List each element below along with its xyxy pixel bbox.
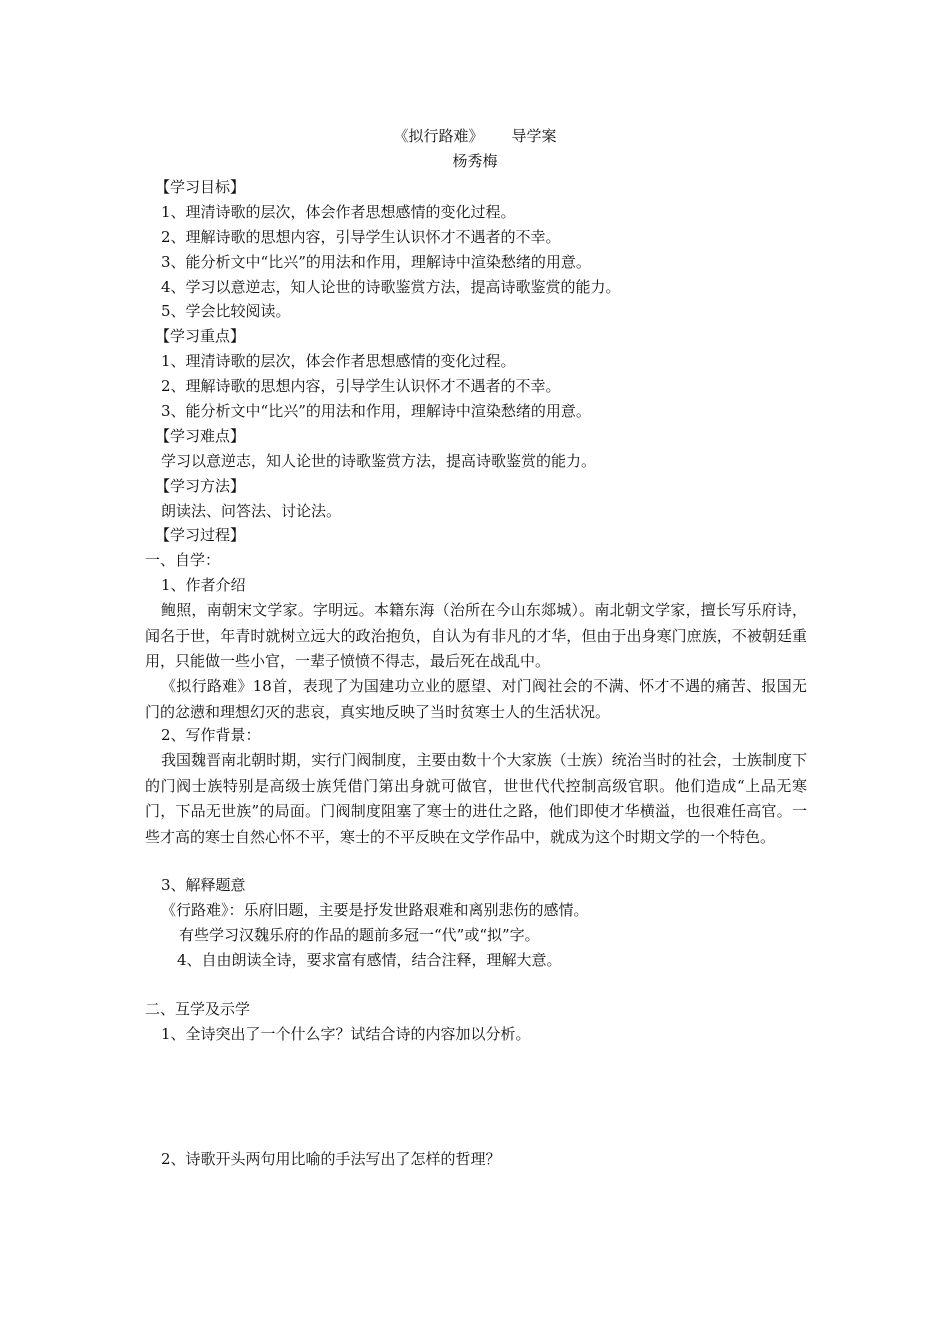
- section-self-study: 一、自学：: [145, 551, 221, 569]
- works-paragraph: 《拟行路难》18首，表现了为国建功立业的愿望、对门阀社会的不满、怀才不遇的痛苦、报国无门的忿懑和理想幻灭的悲哀，真实地反映了当时贫寒士人的生活状况。: [145, 677, 807, 721]
- focus-item: 1、理清诗歌的层次，体会作者思想感情的变化过程。: [161, 352, 516, 370]
- title-main: 《拟行路难》: [393, 127, 484, 145]
- focus-item: 2、理解诗歌的思想内容，引导学生认识怀才不遇者的不幸。: [161, 377, 561, 395]
- background-paragraph: 我国魏晋南北朝时期，实行门阀制度，主要由数十个大家族（士族）统治当时的社会，士族制度下的门阀士族特别是高级士族凭借门第出身就可做官，世世代代控制高级官职。他们造成“上品无寒门，下品无世族”的局面。门阀制度阻塞了寒士的进仕之路，他们即使才华横溢，也很难任高官。一些才高的寒士自然心怀不平，寒士的不平反映在文学作品中，就成为这个时期文学的一个特色。: [145, 751, 807, 846]
- title-prefix-text: 有些学习汉魏乐府的作品的题前多冠一“代”或“拟”字。: [179, 926, 540, 944]
- author-name: 杨秀梅: [452, 152, 498, 170]
- goals-heading: 【学习目标】: [155, 178, 246, 196]
- goal-item: 4、学习以意逆志，知人论世的诗歌鉴赏方法，提高诗歌鉴赏的能力。: [161, 278, 621, 296]
- difficulty-text: 学习以意逆志，知人论世的诗歌鉴赏方法，提高诗歌鉴赏的能力。: [161, 452, 597, 470]
- title-meaning-heading: 3、解释题意: [161, 876, 246, 894]
- method-text: 朗读法、问答法、讨论法。: [161, 502, 342, 520]
- title-sub: 导学案: [511, 127, 557, 145]
- focus-item: 3、能分析文中“比兴”的用法和作用，理解诗中渲染愁绪的用意。: [161, 402, 591, 420]
- process-heading: 【学习过程】: [155, 526, 246, 544]
- difficulty-heading: 【学习难点】: [155, 427, 246, 445]
- goal-item: 3、能分析文中“比兴”的用法和作用，理解诗中渲染愁绪的用意。: [161, 253, 591, 271]
- goal-item: 2、理解诗歌的思想内容，引导学生认识怀才不遇者的不幸。: [161, 228, 561, 246]
- author-intro-paragraph: 鲍照，南朝宋文学家。字明远。本籍东海（治所在今山东郯城）。南北朝文学家，擅长写乐府诗，闻名于世，年青时就树立远大的政治抱负，自认为有非凡的才华，但由于出身寒门庶族，不被朝廷重用，只能做一些小官，一辈子愤愤不得志，最后死在战乱中。: [145, 601, 807, 670]
- goal-item: 1、理清诗歌的层次，体会作者思想感情的变化过程。: [161, 203, 516, 221]
- reading-task: 4、自由朗读全诗，要求富有感情，结合注释，理解大意。: [177, 951, 562, 969]
- author-intro-heading: 1、作者介绍: [161, 576, 246, 594]
- document-title: [0, 126, 950, 146]
- background-heading: 2、写作背景：: [161, 726, 261, 744]
- goal-item: 5、学会比较阅读。: [161, 302, 291, 320]
- question-2: 2、诗歌开头两句用比喻的手法写出了怎样的哲理？: [161, 1150, 501, 1168]
- method-heading: 【学习方法】: [155, 477, 246, 495]
- title-meaning-text: 《行路难》：乐府旧题，主要是抒发世路艰难和离别悲伤的感情。: [161, 901, 589, 919]
- section-mutual-study: 二、互学及示学: [145, 1000, 251, 1018]
- focus-heading: 【学习重点】: [155, 327, 246, 345]
- question-1: 1、全诗突出了一个什么字？试结合诗的内容加以分析。: [161, 1025, 531, 1043]
